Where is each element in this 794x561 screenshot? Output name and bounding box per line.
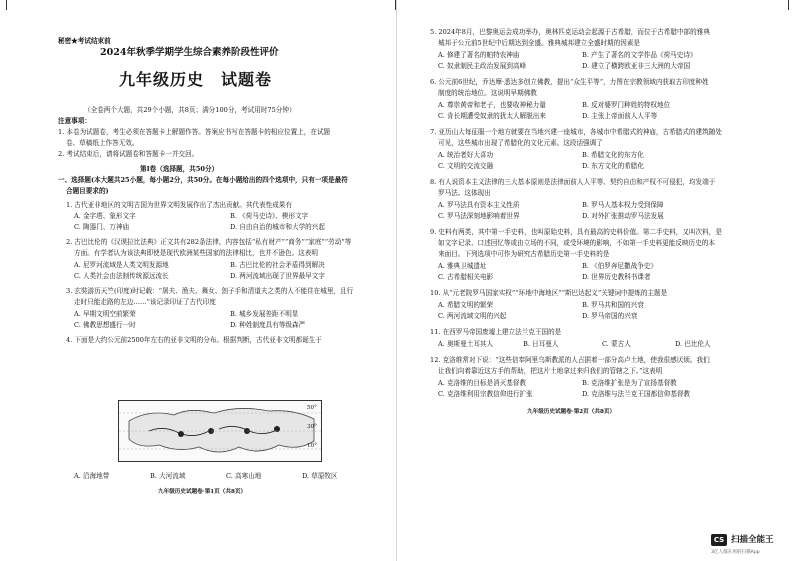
question-12-option-a: A. 克洛维的目标是消灭基督教 (438, 379, 527, 387)
question-1-option-d: D. 自由自治的城市和大学的兴起 (230, 223, 325, 231)
question-3-stem: 3. 玄奘游历天竺(印度)时记载：“屠夫、渔夫、舞女、刽子手和清道夫之类的人不能住在城里，且行 (66, 287, 354, 295)
exam-title: 2024年秋季学期学生综合素养阶段性评价 (100, 47, 279, 58)
section-intro: 合题目要求的) (66, 187, 109, 195)
question-6-option-b: B. 反对婆罗门种姓的特权地位 (582, 101, 671, 109)
scanner-app-name: 扫描全能王 (731, 535, 774, 545)
notes-heading: 注意事项： (58, 117, 91, 125)
question-7-option-a: A. 统治者好大喜功 (438, 151, 494, 159)
question-7-option-c: C. 文明的交流交融 (438, 162, 494, 170)
question-7-stem: 可见，这些城市出现了希腊化的文化元素。这段话强调了 (438, 139, 603, 147)
question-11-option-b: B. 日耳曼人 (523, 340, 559, 348)
question-8-stem: 8. 有人说资本主义法律的三大基本原则是法律面前人人平等、契约自由和产权不可侵犯，均发端于 (430, 178, 716, 186)
question-12-stem: 12. 克洛维常对下说：“这些信奉阿里乌斯教派的人占据着一部分高卢土地，使我很感厌烦。我们 (430, 356, 710, 364)
question-3-option-a: A. 早期文明空前繁荣 (74, 310, 136, 318)
question-11-option-a: A. 奥斯曼土耳其人 (438, 340, 494, 348)
question-3-stem: 走时只能走路的左边……”该记录印证了古代印度 (74, 298, 216, 306)
note-line: 卷、草稿纸上作答无效。 (66, 139, 139, 147)
question-5-option-d: D. 建立了横跨欧亚非三大洲的大帝国 (582, 62, 691, 70)
question-8-option-b: B. 罗马人基本权力受到保障 (582, 201, 664, 209)
question-6-stem: 制度的统治地位。这说明早期佛教 (438, 89, 537, 97)
page-footer: 九年级历史试题卷·第2页（共8页） (527, 409, 616, 415)
question-9-option-c: C. 古希腊相关电影 (438, 273, 494, 281)
section-intro: 一、选择题(本大题共25小题，每小题2分，共50分。在每小题给出的四个选项中，只有一项是最符 (58, 176, 348, 184)
question-9-stem: 9. 史料有两类，其中第一手史料，也叫原始史料，具有最高的史料价值。第二手史料，又叫次料，是 (430, 228, 722, 236)
scanner-tagline: 3亿人都在用的扫描App (711, 550, 760, 555)
exam-info: （全卷两个大题，共29个小题，共8页；满分100分，考试用时75分钟） (84, 106, 296, 114)
question-6-stem: 6. 公元前6世纪，乔达摩·悉达多创立佛教，提出“众生平等”，力图在宗教领域内获取古印度种姓 (430, 78, 709, 86)
question-4-option-d: D. 草原牧区 (302, 472, 338, 480)
question-1-option-c: C. 陶器门、万神庙 (74, 223, 130, 231)
question-9-stem: 来面目。下列选项中可作为研究古希腊历史第一手史料的是 (438, 250, 610, 258)
question-1-option-b: B. 《荷马史诗》、楔形文字 (230, 212, 309, 220)
section-title: 第Ⅰ卷（选择题，共50分） (140, 165, 219, 173)
question-5-option-c: C. 奴隶制民主政治发展到高峰 (438, 62, 527, 70)
question-3-option-c: C. 佛教思想盛行一时 (74, 321, 136, 329)
question-4-stem: 4. 下面是大约公元前2500年左右的亚非文明的分布。根据判断，古代亚非文明都诞生于 (66, 336, 322, 344)
question-10-option-d: D. 罗马帝国的兴衰 (582, 312, 638, 320)
question-5-option-b: B. 产生了著名的文学作品《荷马史诗》 (582, 51, 697, 59)
question-7-stem: 7. 亚历山大每征服一个地方就要在当地兴建一座城市，各城市中希腊式的神庙，古希腊式的建筑随处 (430, 128, 722, 136)
question-11-option-d: D. 巴比伦人 (675, 340, 711, 348)
question-8-option-d: D. 对外扩张推动罗马法发展 (582, 212, 664, 220)
civilization-map (118, 400, 322, 462)
scanner-logo-icon: CS (711, 534, 727, 546)
question-1-stem: 1. 古代亚非地区的文明古国为世界文明发展作出了杰出贡献。其代表性成果有 (66, 201, 292, 209)
question-9-option-a: A. 雅典卫城遗址 (438, 262, 487, 270)
question-11-option-c: C. 蒙古人 (602, 340, 631, 348)
question-2-option-b: B. 古巴比伦的社会矛盾得到解决 (230, 261, 325, 269)
question-9-option-d: D. 世界历史教科书课者 (582, 273, 651, 281)
question-12-option-b: B. 克洛维扩张是为了宣扬基督教 (582, 379, 677, 387)
question-3-option-d: D. 种姓制度具有等级森严 (230, 321, 306, 329)
question-2-stem: 方面。有学者认为该法典即使是现代欧洲某些国家的法律相比，也并不逊色。这表明 (74, 249, 318, 257)
question-10-stem: 10. 从“元老院罗马国家实权”“环地中海地区”“斯巴达起义”关键词中提炼的主题是 (430, 289, 668, 297)
question-4-option-c: C. 高寒山地 (226, 472, 262, 480)
question-11-stem: 11. 在西罗马帝国废墟上建立法兰克王国的是 (430, 328, 562, 336)
page-footer: 九年级历史试题卷·第1页（共8页） (158, 489, 247, 495)
map-drawing (119, 401, 321, 461)
question-2-option-c: C. 人类社会由法制传统源远流长 (74, 272, 169, 280)
map-latitude-label: 30° (307, 424, 317, 430)
exam-page-2 (397, 0, 794, 561)
note-line: 2. 考试结束后，请将试题卷和答题卡一并交回。 (58, 150, 199, 158)
question-5-stem: 5. 2024年8月，巴黎奥运会成功举办，奥林匹克运动会起源于古希腊，而位于古希腊中部的雅典 (430, 28, 710, 36)
map-latitude-label: 50° (307, 405, 317, 411)
question-12-stem: 让我们向着靠近这方手的帮助，把这片土地拿过来归我们的管辖之下。”这表明 (438, 367, 663, 375)
question-10-option-c: C. 两河流域文明的兴起 (438, 312, 507, 320)
map-latitude-label: 10° (307, 443, 317, 449)
question-8-option-c: C. 罗马法深刻地影响着世界 (438, 212, 520, 220)
question-12-option-d: D. 克洛维与法兰克王国都信仰基督教 (582, 390, 691, 398)
note-line: 1. 本卷为试题卷，考生必须在答题卡上解题作答。答案应书写在答题卡的相应位置上，在试题 (58, 128, 331, 136)
question-4-option-a: A. 沿海地带 (74, 472, 110, 480)
question-2-option-a: A. 尼罗河流域是人类文明发源地 (74, 261, 169, 269)
question-7-option-b: B. 希腊文化的东方化 (582, 151, 644, 159)
question-2-option-d: D. 两河流域出现了世界最早文字 (230, 272, 325, 280)
question-5-stem: 城邦于公元前5世纪中后期达到全盛。雅典城邦建立全盛时期的因素是 (438, 39, 641, 47)
exam-subject-title: 九年级历史 试题卷 (119, 70, 273, 89)
question-8-stem: 罗马法。这体现出 (438, 189, 491, 197)
question-6-option-a: A. 尊崇黄帝和老子，也要收神秘力量 (438, 101, 546, 109)
question-9-option-b: B. 《伯罗奔尼撒战争史》 (582, 262, 657, 270)
question-4-option-b: B. 大河流域 (150, 472, 186, 480)
question-10-option-a: A. 希腊文明的繁荣 (438, 301, 494, 309)
question-6-option-d: D. 主张上帝面前人人平等 (582, 112, 658, 120)
question-1-option-a: A. 金字塔、象形文字 (74, 212, 136, 220)
question-9-stem: 如文字记录、口述回忆等或由立场的不同，或受环境的影响，不如第一手史料更能反映历史的本 (438, 239, 715, 247)
question-6-option-c: C. 肯长期遭受奴隶的犹太人解脱出来 (438, 112, 546, 120)
question-8-option-a: A. 罗马法具有资本主义性质 (438, 201, 520, 209)
question-7-option-d: D. 东方文化的希腊化 (582, 162, 644, 170)
question-2-stem: 2. 古巴比伦的《汉谟拉比法典》正文共有282条法律，内容包括“私有财产”“商务”“家庭”“劳动”等 (66, 238, 352, 246)
question-12-option-c: C. 克洛维利用宗教信仰进行扩张 (438, 390, 533, 398)
question-3-option-b: B. 城乡发展差距不明显 (230, 310, 299, 318)
secret-label: 秘密★考试结束前 (58, 37, 111, 45)
question-5-option-a: A. 修建了著名的帕特农神庙 (438, 51, 520, 59)
question-10-option-b: B. 罗马共和国的兴衰 (582, 301, 644, 309)
